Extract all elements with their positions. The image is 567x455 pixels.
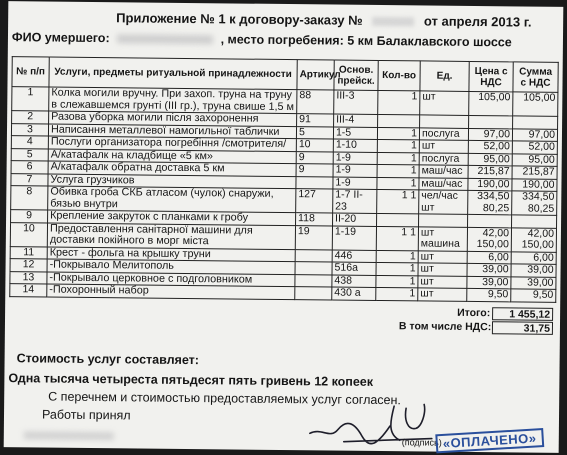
deceased-line bbox=[12, 30, 512, 49]
sum bbox=[512, 215, 557, 228]
service-name: Предоставлення санітарної машини для доставки покійного в морг міста bbox=[47, 223, 295, 250]
paid-stamp-text: ОПЛАЧЕНО bbox=[450, 430, 530, 451]
total-value: 1 455,12 bbox=[492, 307, 553, 321]
service-name: Разова уборка могили після захоронення bbox=[49, 111, 297, 126]
col-name: Услуги, предметы ритуальной принадлежности bbox=[49, 57, 297, 90]
price: 39,00 bbox=[467, 276, 511, 289]
quantity: 1 bbox=[376, 275, 418, 288]
article bbox=[295, 262, 332, 275]
price: 215,87 bbox=[468, 165, 512, 178]
service-name: А/катафалк обратна доставка 5 км bbox=[48, 161, 296, 176]
service-name: Послуги организатора погребіння /смотрителя/ bbox=[48, 136, 296, 151]
quantity: 1 1 bbox=[376, 226, 418, 250]
unit bbox=[419, 214, 468, 227]
fio-label: ФИО умершего: bbox=[11, 30, 110, 46]
unit: шт bbox=[420, 91, 469, 116]
unit bbox=[420, 115, 469, 128]
pricelist-code: 516а bbox=[332, 262, 376, 275]
pricelist-code: 1-9 bbox=[333, 164, 377, 177]
cost-words: Одна тысяча четыреста пятьдесят пять гривень 12 копеек bbox=[8, 371, 374, 389]
quantity bbox=[377, 213, 419, 226]
sum: 215,87 bbox=[512, 166, 557, 179]
row-num: 4 bbox=[11, 136, 48, 149]
title-right: от апреля 2013 г. bbox=[423, 13, 532, 30]
pricelist-code: 1-10 bbox=[333, 139, 377, 152]
col-num: № п/п bbox=[12, 57, 49, 87]
price: 39,00 bbox=[467, 263, 511, 276]
row-num: 8 bbox=[11, 186, 48, 210]
unit: маш/час bbox=[419, 165, 468, 178]
article bbox=[296, 176, 333, 189]
pricelist-code: 1-9 bbox=[333, 152, 377, 165]
row-num: 2 bbox=[12, 111, 49, 124]
service-name: Написання металлевої намогильної таблички bbox=[48, 124, 296, 139]
unit: шт bbox=[418, 288, 467, 301]
row-num: 14 bbox=[10, 284, 47, 297]
sum: 39,00 bbox=[511, 264, 556, 277]
row-num: 13 bbox=[10, 271, 47, 284]
service-name: -Похоронный набор bbox=[47, 284, 295, 299]
row-num: 6 bbox=[11, 161, 48, 174]
article: 91 bbox=[297, 114, 334, 127]
article bbox=[295, 249, 332, 262]
totals-block bbox=[9, 302, 555, 335]
quantity: 1 bbox=[376, 287, 418, 300]
pricelist-code: III-4 bbox=[334, 114, 378, 127]
service-name: -Покрывало церковное с подголовником bbox=[47, 272, 295, 287]
quantity: 1 bbox=[377, 152, 419, 165]
row-num: 3 bbox=[11, 123, 48, 136]
burial-place: , место погребения: 5 км Балаклавского шоссе bbox=[220, 32, 512, 50]
row-num: 5 bbox=[11, 148, 48, 161]
total-label: Итого: bbox=[457, 306, 491, 320]
unit: маш/час bbox=[419, 177, 468, 190]
sum: 42,00 150,00 bbox=[511, 227, 556, 251]
service-name: Крест - фольга на крышку труни bbox=[47, 247, 295, 262]
sum: 334,50 80,25 bbox=[512, 191, 557, 215]
unit: шт bbox=[418, 275, 467, 288]
price: 334,50 80,25 bbox=[468, 190, 512, 214]
quantity: 1 bbox=[377, 177, 419, 190]
col-price: Цена с НДС bbox=[469, 61, 513, 91]
pricelist-code: 1-9 bbox=[333, 177, 377, 190]
cost-label: Стоимость услуг составляет: bbox=[16, 351, 200, 368]
pricelist-code: 1-5 bbox=[333, 127, 377, 140]
price: 97,00 bbox=[468, 128, 512, 141]
article: 19 bbox=[295, 225, 332, 249]
col-article: Артикул bbox=[297, 60, 334, 90]
quantity: 1 bbox=[377, 127, 419, 140]
price bbox=[469, 115, 513, 128]
unit: шт bbox=[418, 263, 467, 276]
service-name: А/катафалк на кладбище «5 км» bbox=[48, 149, 296, 164]
sum: 9,50 bbox=[511, 289, 556, 302]
article: 9 bbox=[296, 164, 333, 177]
price: 9,50 bbox=[467, 288, 511, 301]
document-page bbox=[4, 1, 564, 453]
article: 9 bbox=[296, 151, 333, 164]
article: 5 bbox=[296, 126, 333, 139]
unit: чел/час шт bbox=[419, 190, 468, 215]
redacted-name bbox=[117, 34, 213, 44]
quantity: 1 bbox=[378, 90, 420, 114]
price: 95,00 bbox=[468, 153, 512, 166]
sum: 95,00 bbox=[512, 153, 557, 166]
col-unit: Ед. bbox=[420, 61, 469, 92]
price: 105,00 bbox=[469, 91, 513, 115]
pricelist-code: 438 bbox=[332, 275, 376, 288]
redacted-signer bbox=[24, 431, 114, 440]
article: 127 bbox=[296, 189, 333, 213]
sum bbox=[513, 116, 558, 129]
service-name: Услуга грузчиков bbox=[48, 174, 296, 189]
service-name: Крепление закруток с планками к гробу bbox=[48, 210, 296, 225]
pricelist-code: 1-19 bbox=[332, 226, 376, 250]
price: 6,00 bbox=[467, 251, 511, 264]
price: 190,00 bbox=[468, 178, 512, 191]
price: 42,00 150,00 bbox=[467, 227, 511, 251]
vat-value: 31,75 bbox=[492, 321, 553, 335]
service-name: -Покрывало Мелитополь bbox=[47, 259, 295, 274]
price bbox=[468, 214, 512, 227]
article bbox=[295, 287, 332, 300]
vat-label: В том числе НДС: bbox=[398, 320, 492, 334]
col-sum: Сумма с НДС bbox=[513, 62, 558, 92]
row-num: 12 bbox=[10, 259, 47, 272]
quantity bbox=[378, 114, 420, 127]
pricelist-code: 1-7 II-23 bbox=[333, 189, 377, 213]
sum: 190,00 bbox=[512, 178, 557, 191]
row-num: 9 bbox=[11, 210, 48, 223]
row-num: 1 bbox=[12, 87, 49, 111]
sum: 97,00 bbox=[512, 128, 557, 141]
row-num: 10 bbox=[10, 222, 47, 246]
article bbox=[295, 274, 332, 287]
title-left: Приложение № 1 к договору-заказу № bbox=[116, 10, 363, 28]
pricelist-code: II-20 bbox=[333, 213, 377, 226]
col-pricelist: Основ. прейск. bbox=[334, 60, 378, 90]
unit: послуга bbox=[419, 152, 468, 165]
redacted-number bbox=[372, 17, 414, 26]
document-title bbox=[116, 10, 531, 29]
quantity: 1 bbox=[376, 250, 418, 263]
service-name: Колка могили вручну. При захоп. труна на труну в слежавшемся грунті (III гр.), труна свише 1,5 м bbox=[49, 87, 297, 114]
unit: шт bbox=[418, 250, 467, 263]
quantity: 1 bbox=[377, 139, 419, 152]
article: 88 bbox=[297, 90, 334, 114]
service-name: Обивка гроба СКБ атласом (чулок) снаружи, бязью внутри bbox=[48, 186, 296, 213]
signature-caption: (подпись) bbox=[401, 437, 442, 448]
sum: 52,00 bbox=[512, 141, 557, 154]
sum: 39,00 bbox=[511, 276, 556, 289]
quantity: 1 1 bbox=[377, 189, 419, 213]
quantity: 1 bbox=[376, 262, 418, 275]
col-qty: Кол-во bbox=[378, 60, 420, 90]
accepted-text: Работы принял bbox=[41, 407, 131, 423]
agreement-text: С перечнем и стоимостью предоставляемых услуг согласен. bbox=[48, 389, 401, 408]
quantity: 1 bbox=[377, 164, 419, 177]
price: 52,00 bbox=[468, 140, 512, 153]
sum: 105,00 bbox=[513, 92, 558, 116]
unit: шт bbox=[419, 140, 468, 153]
article: 118 bbox=[296, 213, 333, 226]
pricelist-code: 430 а bbox=[332, 287, 376, 300]
services-table bbox=[9, 56, 558, 302]
pricelist-code: 446 bbox=[332, 250, 376, 263]
sum: 6,00 bbox=[511, 251, 556, 264]
article: 10 bbox=[296, 139, 333, 152]
unit: послуга bbox=[419, 127, 468, 140]
pricelist-code: III-3 bbox=[334, 90, 378, 114]
row-num: 7 bbox=[11, 173, 48, 186]
unit: шт машина bbox=[418, 226, 467, 251]
row-num: 11 bbox=[10, 246, 47, 259]
paid-stamp: «ОПЛАЧЕНО» bbox=[435, 428, 544, 453]
